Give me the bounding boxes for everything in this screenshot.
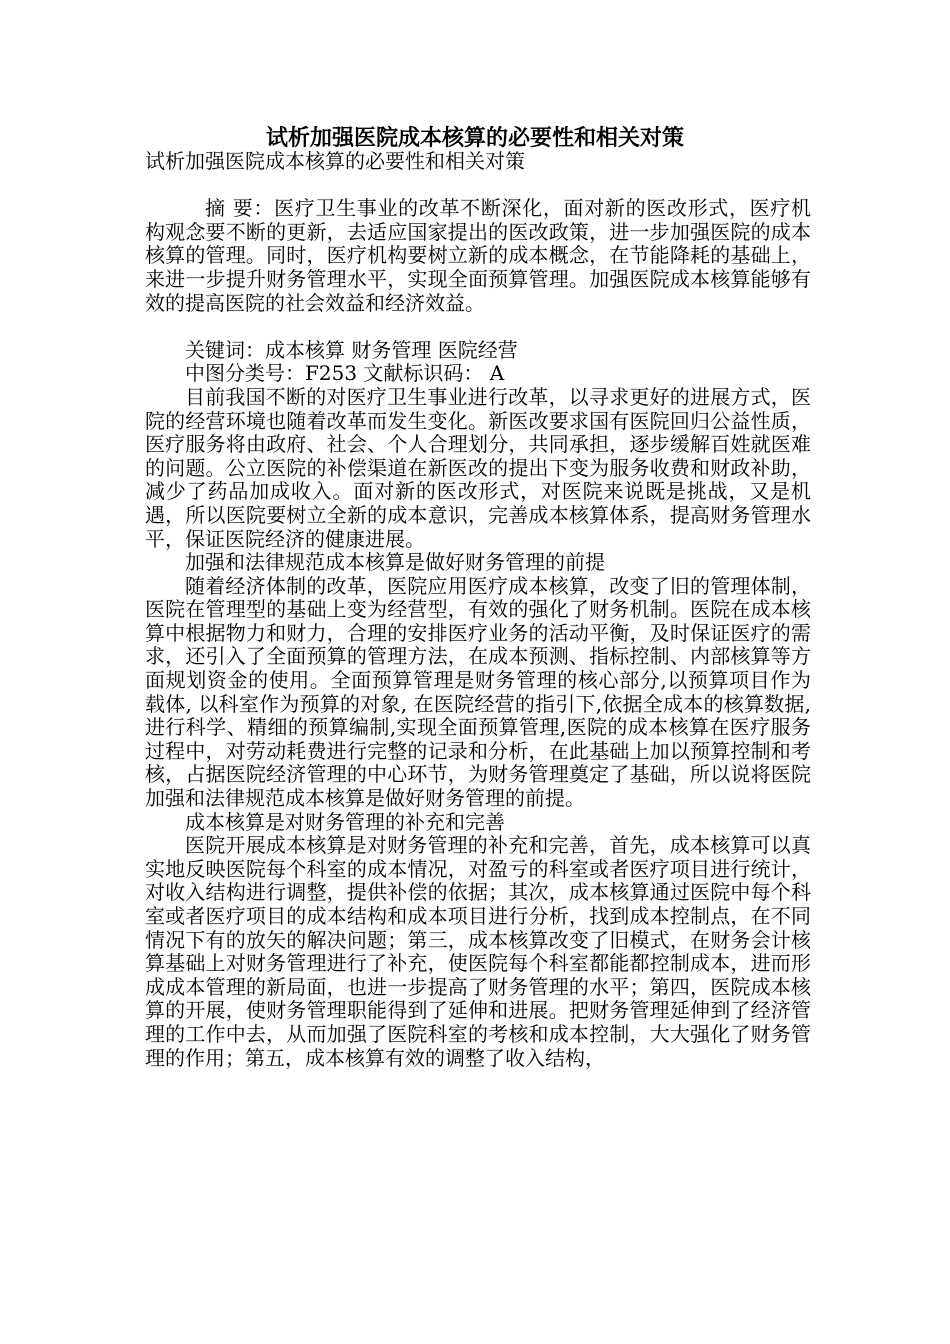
section-heading: 成本核算是对财务管理的补充和完善 xyxy=(185,809,505,834)
section-heading: 加强和法律规范成本核算是做好财务管理的前提 xyxy=(185,550,605,575)
document-subtitle: 试析加强医院成本核算的必要性和相关对策 xyxy=(145,149,525,173)
blank-line xyxy=(145,315,811,339)
document-title: 试析加强医院成本核算的必要性和相关对策 xyxy=(265,125,684,151)
abstract-paragraph: 摘 要：医疗卫生事业的改革不断深化，面对新的医改形式，医疗机构观念要不断的更新，去适应国家提出的医改政策，进一步加强医院的成本核算的管理。同时，医疗机构要树立新的成本概念，在节能降耗的基础上，来进一步提升财务管理水平，实现全面预算管理。加强医院成本核算能够有效的提高医院的社会效益和经济效益。 xyxy=(145,196,811,315)
intro-paragraph: 目前我国不断的对医疗卫生事业进行改革，以寻求更好的进展方式，医院的经营环境也随着改革而发生变化。新医改要求国有医院回归公益性质，医疗服务将由政府、社会、个人合理划分，共同承担，逐步缓解百姓就医难的问题。公立医院的补偿渠道在新医改的提出下变为服务收费和财政补助，减少了药品加成收入。面对新的医改形式，对医院来说既是挑战，又是机遇，所以医院要树立全新的成本意识，完善成本核算体系，提高财务管理水平，保证医院经济的健康进展。 xyxy=(145,384,811,551)
classification-line: 中图分类号：F253 文献标识码： A xyxy=(185,361,505,386)
section-paragraph: 医院开展成本核算是对财务管理的补充和完善，首先，成本核算可以真实地反映医院每个科室的成本情况，对盈亏的科室或者医疗项目进行统计，对收入结构进行调整，提供补偿的依据；其次，成本核算通过医院中每个科室或者医疗项目的成本结构和成本项目进行分析，找到成本控制点，在不同情况下有的放矢的解决问题；第三，成本核算改变了旧模式，在财务会计核算基础上对财务管理进行了补充，使医院每个科室都能都控制成本，进而形成成本管理的新局面，也进一步提高了财务管理的水平；第四，医院成本核算的开展，使财务管理职能得到了延伸和进展。把财务管理延伸到了经济管理的工作中去，从而加强了医院科室的考核和成本控制，大大强化了财务管理的作用；第五，成本核算有效的调整了收入结构， xyxy=(145,833,811,1070)
keywords-line: 关键词：成本核算 财务管理 医院经营 xyxy=(185,337,518,362)
blank-line xyxy=(145,174,811,198)
section-paragraph: 随着经济体制的改革，医院应用医疗成本核算，改变了旧的管理体制，医院在管理型的基础上变为经营型，有效的强化了财务机制。医院在成本核算中根据物力和财力，合理的安排医疗业务的活动平衡，及时保证医疗的需求，还引入了全面预算的管理方法，在成本预测、指标控制、内部核算等方面规划资金的使用。全面预算管理是财务管理的核心部分,以预算项目作为载体, 以科室作为预算的对象, 在医院经营的指引下,依据全成本的核算数据, 进行科学、精细的预算编制,实现全面预算管理,医院的成本核算在医疗服务过程中，对劳动耗费进行完整的记录和分析，在此基础上加以预算控制和考核，占据医院经济管理的中心环节，为财务管理奠定了基础，所以说将医院加强和法律规范成本核算是做好财务管理的前提。 xyxy=(145,573,811,811)
document-body xyxy=(145,150,811,1070)
